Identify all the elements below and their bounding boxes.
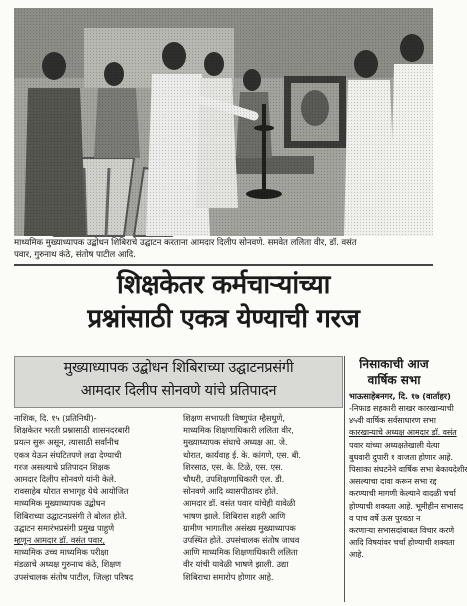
story-line: आहे.: [349, 549, 364, 560]
side-dateline: भाऊसाहेबनगर, दि. १७ (वार्ताहर): [349, 391, 451, 401]
story-line: बुधवारी दुपारी १ वाजता होणार आहे.: [349, 451, 453, 462]
story-line: करणाऱ्या सभासदांबाबत विचार करणे: [349, 525, 454, 536]
side-headline-2: वार्षिक सभा: [367, 373, 421, 387]
main-story: [14, 356, 341, 602]
subheadline-box: [14, 356, 343, 408]
story-line: ४५वी वार्षिक सर्वसाधारण सभा: [349, 415, 436, 426]
story-line: सोनवणे आदि व्यासपीठावर होते.: [183, 486, 279, 497]
story-column-2: [183, 412, 341, 583]
story-line: शिरसाठ, एस. के. टिळे, एस. एस.: [183, 461, 283, 472]
headline-line-2: प्रश्नांसाठी एकत्र येण्याची गरज: [87, 304, 360, 334]
story-line: चौधरी, उपशिक्षणाधिकारी एल. डी.: [183, 474, 285, 485]
headline-line-1: शिक्षकेतर कर्मचाऱ्यांच्या: [116, 270, 331, 300]
caption-line: माध्यमिक मुख्याध्यापक उद्बोधन शिबिराचे उद्घाटन करताना आमदार दिलीप सोनवणे. समवेत ललिता वीर, डॉ. वसंत: [14, 238, 357, 248]
story-line: व पाच वर्षे ऊस पुरवठा न: [349, 512, 421, 523]
story-line: आदि विषयांवर चर्चा होण्याची शक्यता: [349, 537, 455, 548]
story-line: रावसाहेब थोरात सभागृह येथे आयोजित: [14, 486, 129, 497]
story-line: उपसंचालक संतोष पाटील, जिल्हा परिषद: [14, 571, 134, 582]
side-story: [349, 356, 467, 561]
story-line: एकत्र येऊन संघटितपणे लढा देण्याची: [14, 449, 122, 460]
story-line: प्रयत्न सुरू असून, त्यासाठी सर्वांनीच: [14, 437, 119, 448]
caption-line: पवार, गुरुनाथ कंठे, संतोष पाटील आदि.: [14, 249, 136, 260]
photo-inauguration-lamp-lighting: [14, 8, 433, 236]
story-line: आमदार डॉ. वसंत पवार यांचेही यावेळी: [183, 498, 296, 509]
story-line: शिक्षण सभापती विष्णुपंत म्हैसधुणे,: [183, 413, 285, 423]
story-line: माध्यमिक मुख्याध्यापक उद्बोधन: [14, 498, 106, 509]
story-line: असल्याचा दावा करून सभा रद्द: [349, 476, 437, 487]
story-line: शिबिराचा समारोप होणार आहे.: [183, 571, 274, 582]
story-body: [14, 412, 341, 604]
story-line: थोरात, कार्यवाह ई. के. कांगणे, एस. बी.: [183, 449, 301, 460]
side-headline-1: निसाकाची आज: [359, 357, 429, 371]
side-story-body: [349, 402, 467, 561]
story-line: उद्घाटन समारंभप्रसंगी प्रमुख पाहुणे: [14, 522, 114, 533]
story-line: शिक्षकेतर भरती प्रश्नासाठी शासनदरबारी: [14, 425, 130, 436]
story-line: पवार यांच्या अध्यक्षतेखाली येत्या: [349, 439, 440, 450]
story-line: होण्याची शक्यता आहे. भूमीहीन सभासद: [349, 500, 464, 511]
story-line: -निफाड सहकारी साखर कारखान्याची: [349, 403, 454, 413]
story-line: नाशिक, दि. १५ (प्रतिनिधी)-: [14, 413, 97, 423]
story-line: ग्रामीण भागातील असंख्य मुख्याध्यापक: [183, 522, 296, 533]
story-line: गरज असल्याचे प्रतिपादन शिक्षक: [14, 461, 110, 472]
subheadline-line-1: मुख्याध्यापक उद्बोधन शिबिराच्या उद्घाटनप्रसंगी: [63, 360, 294, 376]
story-line: मुख्याध्यापक संघाचे अध्यक्ष आ. जे.: [183, 437, 288, 448]
divider: [14, 264, 433, 266]
story-line: शिबिराच्या उद्घाटनप्रसंगी ते बोलत होते.: [14, 510, 127, 521]
column-divider: [344, 356, 345, 602]
story-line: माध्यमिक उच्च माध्यमिक परीक्षा: [14, 547, 109, 558]
subheadline-line-2: आमदार दिलीप सोनवणे यांचे प्रतिपादन: [80, 383, 277, 399]
news-photo: [14, 8, 433, 236]
story-line: पिसाका संघटनेने वार्षिक सभा बेकायदेशीर: [349, 464, 467, 475]
story-line: वीर यांची यावेळी भाषणे झाली. उद्या: [183, 559, 289, 570]
story-line: कारखान्याचे अध्यक्ष आमदार डॉ. वसंत: [349, 427, 457, 438]
story-line: मंडळाचे अध्यक्ष गुरुनाथ कंठे, शिक्षण: [14, 559, 121, 570]
story-line: उपस्थित होते. उपसंचालक संतोष जाधव: [183, 535, 300, 546]
story-column-1: [14, 412, 172, 583]
story-line: आणि माध्यमिक शिक्षणाधिकारी ललिता: [183, 547, 298, 558]
story-line: भाषण झाले. शिबिरास शहरी आणि: [183, 510, 286, 521]
story-line: म्हणून आमदार डॉ. वसंत पवार,: [14, 535, 106, 546]
story-line: माध्यमिक शिक्षणाधिकारी ललिता वीर,: [183, 425, 294, 436]
story-line: करण्याची मागणी केल्याने वादळी चर्चा: [349, 488, 456, 499]
headline: [14, 268, 433, 336]
photo-caption: [14, 238, 433, 261]
story-line: आमदार दिलीप सोनवणे यांनी केले.: [14, 474, 117, 485]
